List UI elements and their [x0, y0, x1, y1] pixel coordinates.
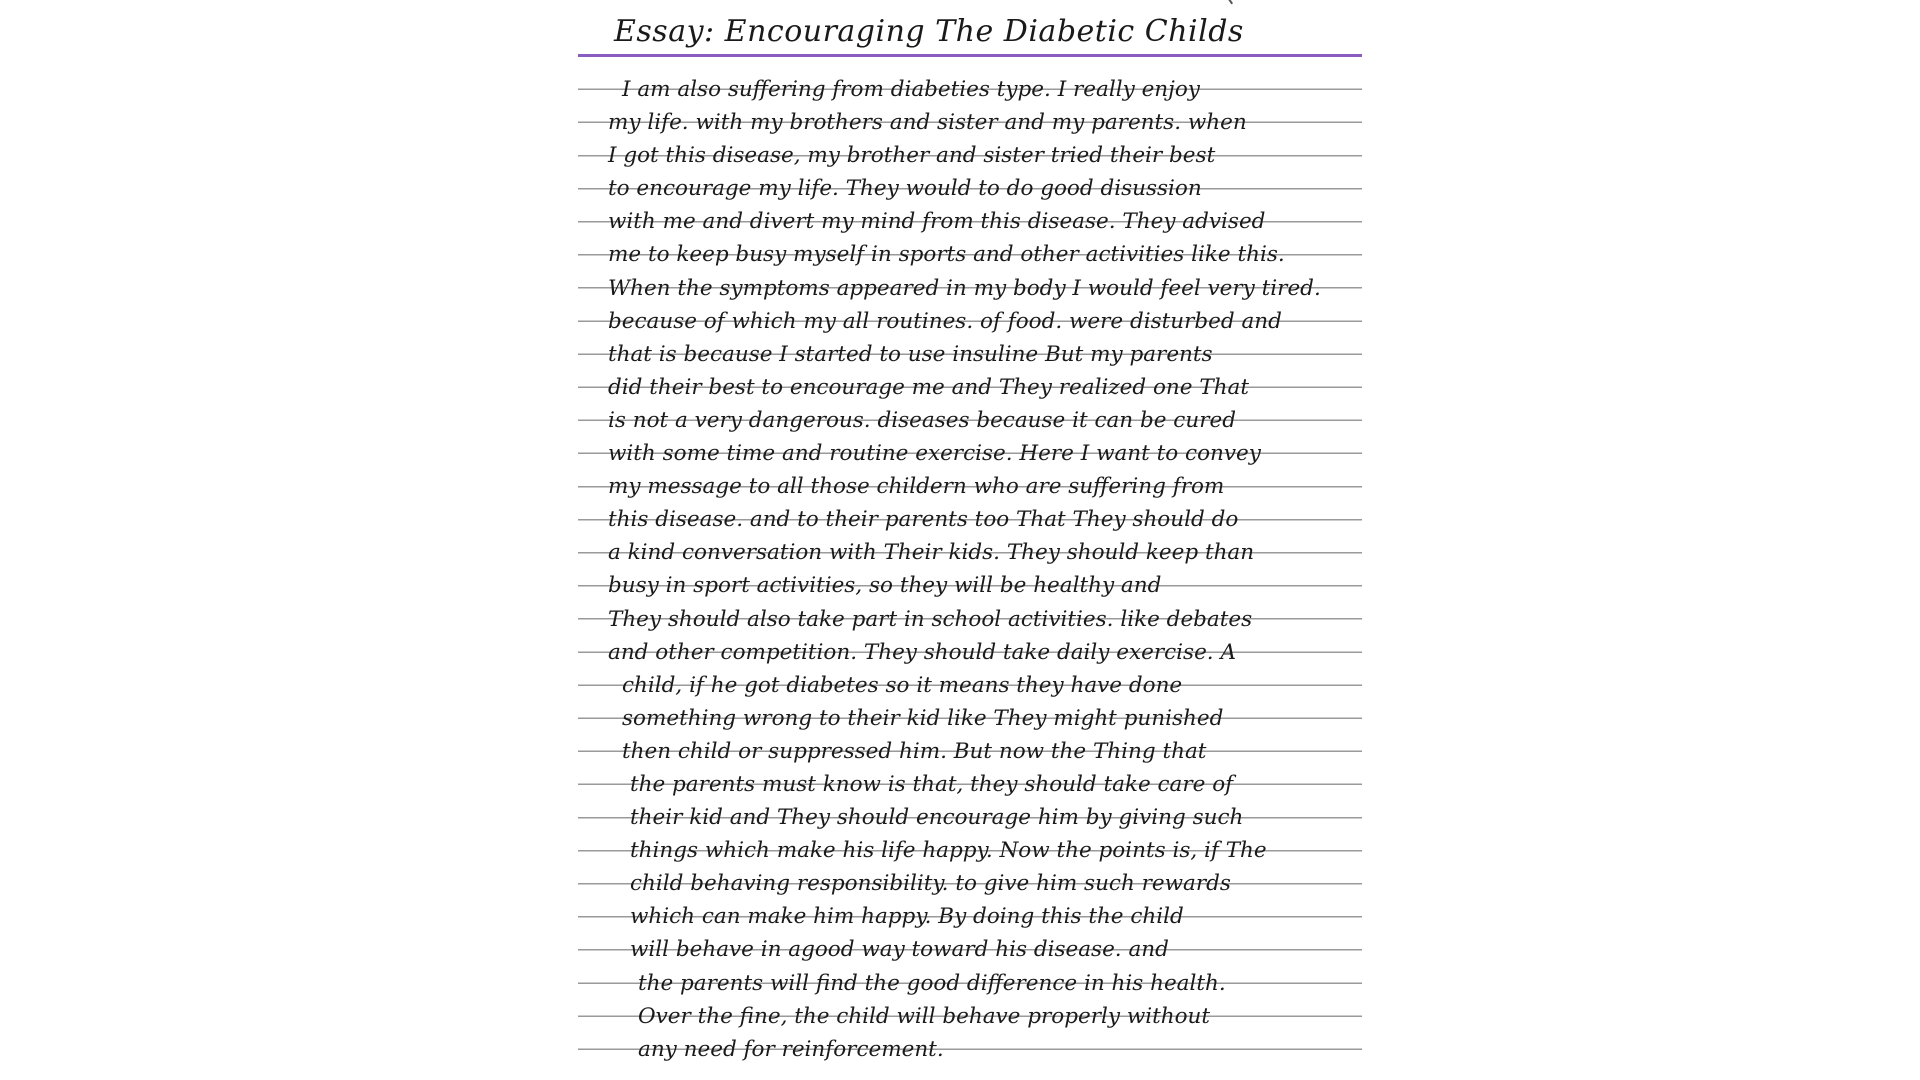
pen-mark	[1217, 0, 1233, 11]
essay-line: did their best to encourage me and They realized one That	[608, 374, 1249, 400]
essay-line: the parents must know is that, they should take care of	[630, 771, 1234, 797]
essay-line: and other competition. They should take daily exercise. A	[608, 639, 1236, 665]
essay-line: I got this disease, my brother and sister tried their best	[608, 143, 1216, 169]
essay-line: with some time and routine exercise. Here I want to convey	[608, 441, 1261, 467]
essay-line: to encourage my life. They would to do good disussion	[608, 176, 1202, 202]
essay-line: things which make his life happy. Now the points is, if The	[630, 838, 1267, 864]
essay-line: a kind conversation with Their kids. They should keep than	[608, 540, 1255, 566]
essay-line: Over the fine, the child will behave properly without	[638, 1003, 1211, 1029]
essay-line: is not a very dangerous. diseases because it can be cured	[608, 407, 1236, 433]
essay-line: that is because I started to use insuline But my parents	[608, 341, 1213, 367]
essay-line: I am also suffering from diabeties type. I really enjoy	[622, 77, 1200, 102]
essay-line: something wrong to their kid like They might punished	[622, 705, 1224, 731]
essay-line: They should also take part in school activities. like debates	[608, 606, 1253, 632]
essay-line: my message to all those childern who are suffering from	[608, 474, 1225, 500]
essay-line: will behave in agood way toward his disease. and	[630, 937, 1169, 963]
essay-line: with me and divert my mind from this disease. They advised	[608, 209, 1266, 235]
essay-line: the parents will find the good difference in his health.	[638, 970, 1226, 996]
essay-line: this disease. and to their parents too That They should do	[608, 507, 1239, 533]
essay-line: When the symptoms appeared in my body I would feel very tired.	[608, 275, 1321, 301]
essay-line: child behaving responsibility. to give him such rewards	[630, 871, 1231, 897]
essay-line: busy in sport activities, so they will be healthy and	[608, 573, 1162, 599]
essay-line: my life. with my brothers and sister and my parents. when	[608, 110, 1247, 136]
essay-line: then child or suppressed him. But now the Thing that	[622, 738, 1207, 764]
essay-body	[578, 73, 1362, 1066]
essay-line: which can make him happy. By doing this the child	[630, 904, 1184, 930]
title-underline	[578, 54, 1362, 57]
essay-line: child, if he got diabetes so it means they have done	[622, 672, 1183, 698]
essay-line: their kid and They should encourage him by giving such	[630, 805, 1244, 831]
essay-line: me to keep busy myself in sports and other activities like this.	[608, 242, 1285, 268]
essay-line: any need for reinforcement.	[638, 1036, 944, 1062]
essay-line: because of which my all routines. of food. were disturbed and	[608, 308, 1282, 334]
essay-title: Essay: Encouraging The Diabetic Childs	[614, 14, 1244, 49]
lined-paper-sheet	[578, 0, 1362, 1080]
